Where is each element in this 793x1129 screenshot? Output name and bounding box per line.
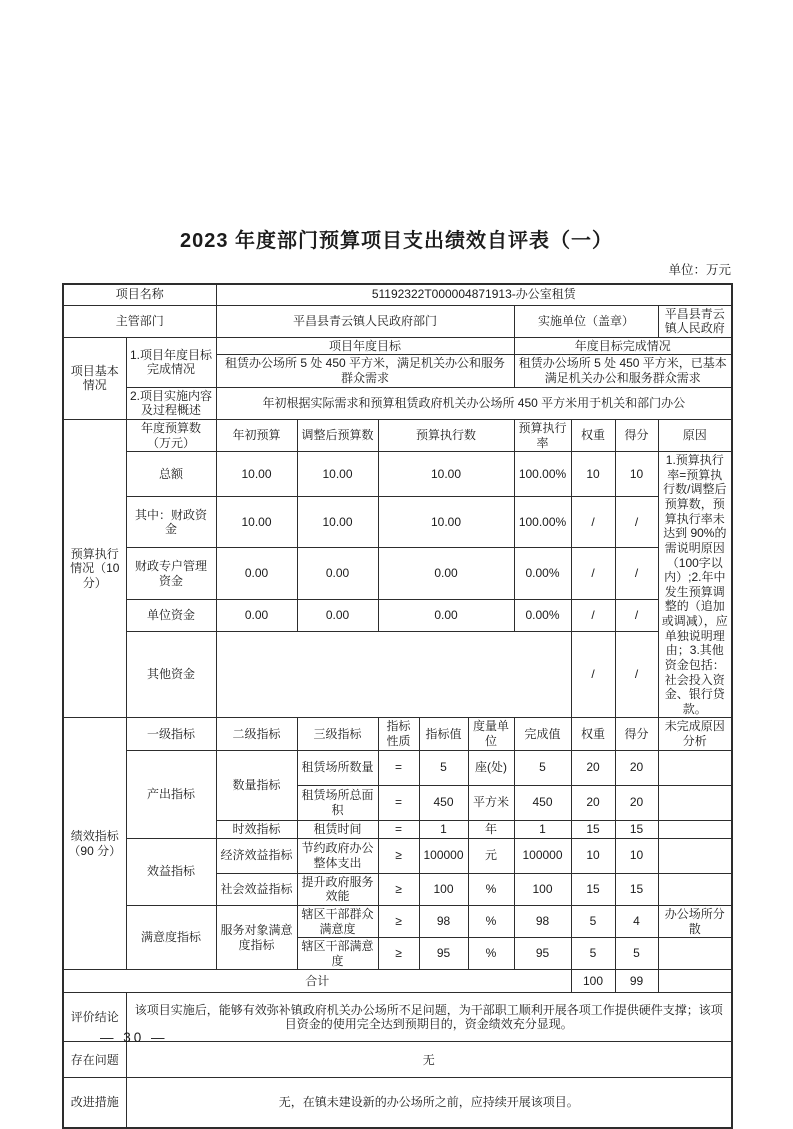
perf-score: 10: [615, 838, 658, 873]
perf-actual: 100000: [514, 838, 571, 873]
perf-weight: 20: [571, 750, 615, 785]
perf-score: 20: [615, 785, 658, 820]
improvement-text: 无，在镇未建设新的办公场所之前，应持续开展该项目。: [126, 1078, 732, 1128]
perf-nature: ≥: [378, 873, 419, 905]
perf-level2: 经济效益指标: [216, 838, 297, 873]
table-row: [63, 631, 732, 717]
budget-row-label: 其他资金: [126, 631, 216, 717]
perf-score: 4: [615, 905, 658, 937]
perf-header-cell: 完成值: [514, 718, 571, 750]
budget-header-cell: 权重: [571, 419, 615, 451]
perf-reason: [658, 750, 732, 785]
perf-reason: 办公场所分散: [658, 905, 732, 937]
perf-level1: 效益指标: [126, 838, 216, 905]
budget-row-label: 财政专户管理资金: [126, 548, 216, 600]
perf-reason: [658, 785, 732, 820]
goal-done-header: 年度目标完成情况: [514, 337, 732, 355]
budget-executed: 0.00: [378, 548, 514, 600]
perf-reason: [658, 873, 732, 905]
perf-nature: ≥: [378, 838, 419, 873]
perf-unit: %: [468, 905, 514, 937]
impl-unit-value: 平昌县青云镇人民政府: [658, 305, 732, 337]
budget-row-label: 其中：财政资金: [126, 496, 216, 548]
perf-header-cell: 二级指标: [216, 718, 297, 750]
table-row: [63, 970, 732, 993]
budget-header-cell: 年度预算数（万元）: [126, 419, 216, 451]
table-row: [63, 905, 732, 937]
table-row: [63, 419, 732, 451]
perf-level3: 租赁场所总面积: [297, 785, 378, 820]
improvement-label: 改进措施: [63, 1078, 126, 1128]
perf-header-cell: 权重: [571, 718, 615, 750]
perf-actual: 95: [514, 938, 571, 970]
perf-weight: 15: [571, 873, 615, 905]
budget-header-cell: 调整后预算数: [297, 419, 378, 451]
budget-score: /: [615, 548, 658, 600]
perf-nature: =: [378, 750, 419, 785]
budget-weight: 10: [571, 452, 615, 497]
perf-nature: ≥: [378, 905, 419, 937]
perf-level1: 满意度指标: [126, 905, 216, 970]
table-row: [63, 718, 732, 750]
perf-level2: 社会效益指标: [216, 873, 297, 905]
perf-target: 100000: [419, 838, 468, 873]
table-row: [63, 750, 732, 785]
perf-target: 95: [419, 938, 468, 970]
budget-weight: /: [571, 548, 615, 600]
perf-weight: 15: [571, 820, 615, 838]
table-row: [63, 496, 732, 548]
perf-level3: 租赁时间: [297, 820, 378, 838]
budget-rate: 0.00%: [514, 600, 571, 632]
table-row: [63, 387, 732, 419]
perf-unit: %: [468, 938, 514, 970]
annual-goal-row-label: 1.项目年度目标完成情况: [126, 337, 216, 387]
goal-done-text: 租赁办公场所 5 处 450 平方米，已基本满足机关办公和服务群众需求: [514, 355, 732, 387]
perf-target: 100: [419, 873, 468, 905]
perf-level3: 租赁场所数量: [297, 750, 378, 785]
page-number: — 30 —: [100, 1030, 168, 1045]
perf-reason: [658, 838, 732, 873]
budget-adjusted: 0.00: [297, 548, 378, 600]
perf-unit: 座(处): [468, 750, 514, 785]
budget-row-label: 总额: [126, 452, 216, 497]
budget-adjusted: 0.00: [297, 600, 378, 632]
table-row: [63, 838, 732, 873]
perf-target: 5: [419, 750, 468, 785]
perf-header-cell: 指标性质: [378, 718, 419, 750]
budget-score: /: [615, 496, 658, 548]
page-title: 2023 年度部门预算项目支出绩效自评表（一）: [179, 230, 614, 252]
table-row: [63, 284, 732, 305]
table-row: [63, 452, 732, 497]
impl-unit-label: 实施单位（盖章）: [514, 305, 658, 337]
budget-score: /: [615, 631, 658, 717]
implementation-row-label: 2.项目实施内容及过程概述: [126, 387, 216, 419]
budget-initial: 0.00: [216, 600, 297, 632]
goal-header: 项目年度目标: [216, 337, 514, 355]
problems-label: 存在问题: [63, 1042, 126, 1078]
budget-header-cell: 原因: [658, 419, 732, 451]
budget-score: 10: [615, 452, 658, 497]
implementation-text: 年初根据实际需求和预算租赁政府机关办公场所 450 平方米用于机关和部门办公: [216, 387, 732, 419]
perf-unit: 元: [468, 838, 514, 873]
problems-text: 无: [126, 1042, 732, 1078]
budget-rate: 100.00%: [514, 452, 571, 497]
perf-score: 15: [615, 873, 658, 905]
perf-actual: 98: [514, 905, 571, 937]
budget-header-cell: 年初预算: [216, 419, 297, 451]
budget-initial: 10.00: [216, 452, 297, 497]
budget-header-cell: 预算执行率: [514, 419, 571, 451]
perf-actual: 100: [514, 873, 571, 905]
perf-weight: 10: [571, 838, 615, 873]
perf-header-cell: 一级指标: [126, 718, 216, 750]
budget-header-cell: 预算执行数: [378, 419, 514, 451]
dept-value: 平昌县青云镇人民政府部门: [216, 305, 514, 337]
perf-unit: %: [468, 873, 514, 905]
table-row: [63, 1042, 732, 1078]
perf-header-cell: 未完成原因分析: [658, 718, 732, 750]
perf-weight: 5: [571, 938, 615, 970]
perf-level3: 提升政府服务效能: [297, 873, 378, 905]
dept-label: 主管部门: [63, 305, 216, 337]
total-reason-empty: [658, 970, 732, 993]
budget-weight: /: [571, 600, 615, 632]
budget-executed: 10.00: [378, 496, 514, 548]
perf-weight: 5: [571, 905, 615, 937]
perf-score: 20: [615, 750, 658, 785]
perf-level1: 产出指标: [126, 750, 216, 838]
section-performance-label: 绩效指标（90 分）: [63, 718, 126, 970]
perf-header-cell: 得分: [615, 718, 658, 750]
perf-level2: 服务对象满意度指标: [216, 905, 297, 970]
total-weight: 100: [571, 970, 615, 993]
perf-unit: 年: [468, 820, 514, 838]
budget-weight: /: [571, 496, 615, 548]
budget-initial: 10.00: [216, 496, 297, 548]
perf-header-cell: 指标值: [419, 718, 468, 750]
conclusion-label: 评价结论: [63, 993, 126, 1042]
budget-executed: 10.00: [378, 452, 514, 497]
perf-nature: =: [378, 820, 419, 838]
perf-actual: 450: [514, 785, 571, 820]
perf-nature: =: [378, 785, 419, 820]
section-basic-info-label: 项目基本情况: [63, 337, 126, 419]
budget-reason-text: 1.预算执行率=预算执行数/调整后预算数，预算执行率未达到 90%的需说明原因（100字以内）;2.年中发生预算调整的（追加或调减），应单独说明理由；3.其他资金包括：社会投入资金、银行贷款。: [658, 452, 732, 718]
conclusion-text: 该项目实施后，能够有效弥补镇政府机关办公场所不足问题，为干部职工顺利开展各项工作提供硬件支撑；该项目资金的使用完全达到预期目的，资金绩效充分显现。: [126, 993, 732, 1042]
perf-nature: ≥: [378, 938, 419, 970]
perf-score: 5: [615, 938, 658, 970]
perf-weight: 20: [571, 785, 615, 820]
unit-note: 单位：万元: [668, 263, 731, 277]
budget-executed: 0.00: [378, 600, 514, 632]
self-evaluation-table: [62, 283, 733, 1129]
budget-score: /: [615, 600, 658, 632]
perf-level3: 节约政府办公整体支出: [297, 838, 378, 873]
perf-level3: 辖区干部群众满意度: [297, 905, 378, 937]
budget-weight: /: [571, 631, 615, 717]
perf-reason: [658, 938, 732, 970]
perf-target: 1: [419, 820, 468, 838]
total-score: 99: [615, 970, 658, 993]
budget-adjusted: 10.00: [297, 496, 378, 548]
project-name-value: 51192322T000004871913-办公室租赁: [216, 284, 732, 305]
budget-row-label: 单位资金: [126, 600, 216, 632]
perf-score: 15: [615, 820, 658, 838]
perf-actual: 1: [514, 820, 571, 838]
perf-header-cell: 三级指标: [297, 718, 378, 750]
table-row: [63, 1078, 732, 1128]
budget-adjusted: 10.00: [297, 452, 378, 497]
perf-level3: 辖区干部满意度: [297, 938, 378, 970]
table-row: [63, 305, 732, 337]
perf-level2: 数量指标: [216, 750, 297, 820]
budget-rate: 0.00%: [514, 548, 571, 600]
table-row: [63, 548, 732, 600]
perf-header-cell: 度量单位: [468, 718, 514, 750]
perf-reason: [658, 820, 732, 838]
budget-empty-cell: [216, 631, 571, 717]
section-budget-label: 预算执行情况（10 分）: [63, 419, 126, 718]
budget-header-cell: 得分: [615, 419, 658, 451]
total-label: 合计: [63, 970, 571, 993]
perf-target: 98: [419, 905, 468, 937]
perf-unit: 平方米: [468, 785, 514, 820]
project-name-label: 项目名称: [63, 284, 216, 305]
goal-text: 租赁办公场所 5 处 450 平方米，满足机关办公和服务群众需求: [216, 355, 514, 387]
budget-initial: 0.00: [216, 548, 297, 600]
table-row: [63, 600, 732, 632]
budget-rate: 100.00%: [514, 496, 571, 548]
perf-target: 450: [419, 785, 468, 820]
perf-level2: 时效指标: [216, 820, 297, 838]
table-row: [63, 337, 732, 355]
perf-actual: 5: [514, 750, 571, 785]
